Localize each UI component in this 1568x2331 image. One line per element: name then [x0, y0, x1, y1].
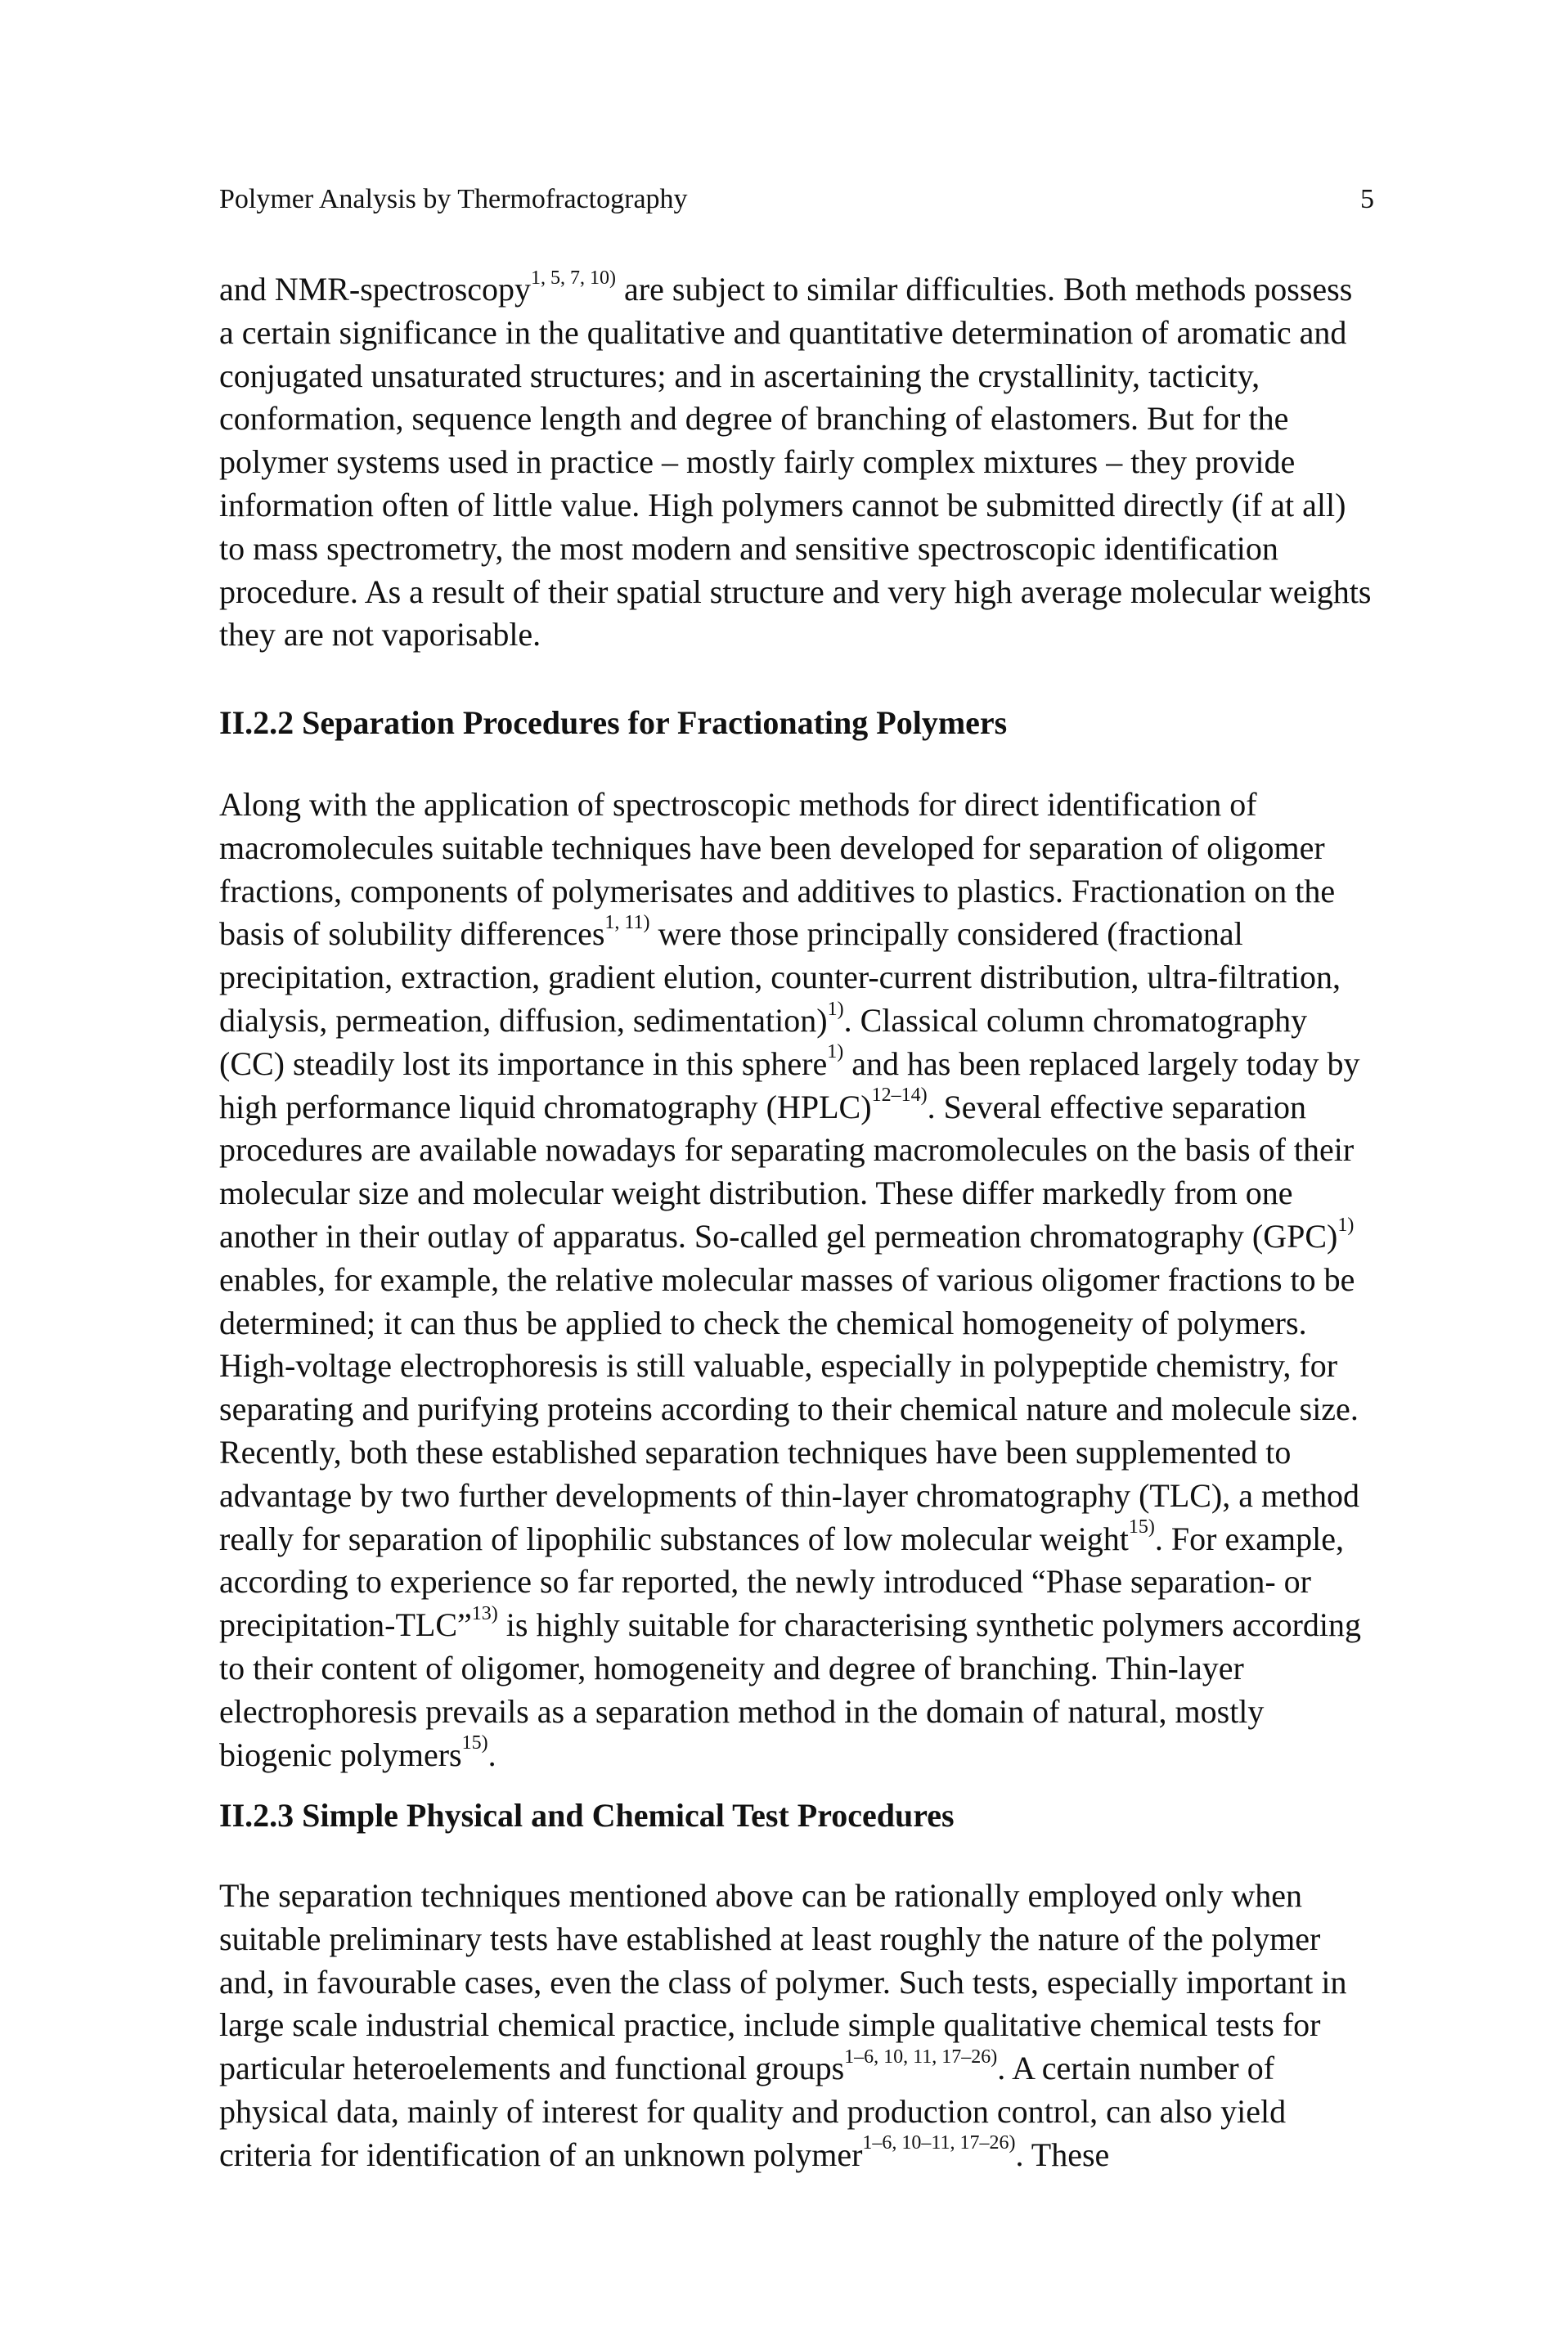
- text-run: are subject to similar difficulties. Both methods possess a certain significance in the qualitative and quantitative determination of aromatic and conjugated unsaturated structures; and in ascertaining the crystallinity, tacticity, conformation, sequence length and degree of branching of elastomers. But for the polymer systems used in practice – mostly fairly complex mixtures – they provide information often of little value. High polymers cannot be submitted directly (if at all) to mass spectrometry, the most modern and sensitive spectroscopic identification procedure. As a result of their spatial structure and very high average molecular weights they are not vaporisable.: [219, 271, 1372, 653]
- paragraph-test-procedures: [219, 1875, 1374, 2177]
- text-run: Along with the application of spectroscopic methods for direct identification of macromolecules suitable techniques have been developed for separation of oligomer fractions, components of polymerisates and additives to plastics. Fractionation on the basis of solubility differences: [219, 786, 1336, 953]
- text-run: The separation techniques mentioned above can be rationally employed only when suitable preliminary tests have established at least roughly the nature of the polymer and, in favourable cases, even the class of polymer. Such tests, especially important in large scale industrial chemical practice, include simple qualitative chemical tests for particular heteroelements and functional groups: [219, 1877, 1347, 2087]
- citation: 1–6, 10, 11, 17–26): [844, 2046, 998, 2068]
- section-title: Simple Physical and Chemical Test Procedures: [302, 1797, 955, 1834]
- text-run: . For example, according to experience so far reported, the newly introduced “Phase separation- or precipitation-TLC”: [219, 1520, 1344, 1644]
- section-number: II.2.2: [219, 704, 294, 741]
- section-number: II.2.3: [219, 1797, 294, 1834]
- text-run: were those principally considered (fractional precipitation, extraction, gradient elution, counter-current distribution, ultra-filtration, dialysis, permeation, diffusion, sedimentation): [219, 915, 1341, 1039]
- citation: 1, 11): [604, 912, 650, 934]
- citation: 1, 5, 7, 10): [531, 267, 617, 289]
- text-run: is highly suitable for characterising synthetic polymers according to their content of oligomer, homogeneity and degree of branching. Thin-layer electrophoresis prevails as a separation method in the domain of natural, mostly biogenic polymers: [219, 1606, 1362, 1773]
- citation: 1): [827, 998, 844, 1020]
- section-heading-2-2: [219, 703, 1007, 743]
- citation: 13): [471, 1602, 498, 1624]
- text-run: . Several effective separation procedures are available nowadays for separating macromolecules on the basis of their molecular size and molecular weight distribution. These differ markedly from one another in their outlay of apparatus. So-called gel permeation chromatography (GPC): [219, 1088, 1355, 1255]
- citation: 1): [1337, 1214, 1355, 1236]
- citation: 15): [1128, 1516, 1155, 1538]
- paragraph-spectroscopy-limits: [219, 268, 1374, 657]
- section-heading-2-3: [219, 1796, 955, 1835]
- citation: 15): [461, 1732, 488, 1754]
- text-run: and NMR-spectroscopy: [219, 271, 532, 308]
- text-run: and has been replaced largely today by high performance liquid chromatography (HPLC): [219, 1044, 1360, 1125]
- citation: 12–14): [871, 1085, 928, 1107]
- section-title: Separation Procedures for Fractionating Polymers: [302, 704, 1008, 741]
- citation: 1): [827, 1041, 844, 1063]
- citation: 1–6, 10–11, 17–26): [862, 2132, 1016, 2154]
- text-run: . Classical column chromatography (CC) steadily lost its importance in this sphere: [219, 1001, 1308, 1082]
- document-page: [219, 0, 1381, 2331]
- text-run: .: [487, 1736, 496, 1773]
- paragraph-separation-procedures: [219, 784, 1374, 1776]
- text-run: . These: [1015, 2136, 1110, 2173]
- page-number: 5: [1360, 184, 1374, 214]
- running-head-title: Polymer Analysis by Thermofractography: [219, 184, 688, 214]
- text-run: enables, for example, the relative molecular masses of various oligomer fractions to be determined; it can thus be applied to check the chemical homogeneity of polymers. High-voltage electrophoresis is still valuable, especially in polypeptide chemistry, for separating and purifying proteins according to their chemical nature and molecule size. Recently, both these established separation techniques have been supplemented to advantage by two further developments of thin-layer chromatography (TLC), a method really for separation of lipophilic substances of low molecular weight: [219, 1260, 1359, 1557]
- text-run: . A certain number of physical data, mainly of interest for quality and production control, can also yield criteria for identification of an unknown polymer: [219, 2050, 1287, 2173]
